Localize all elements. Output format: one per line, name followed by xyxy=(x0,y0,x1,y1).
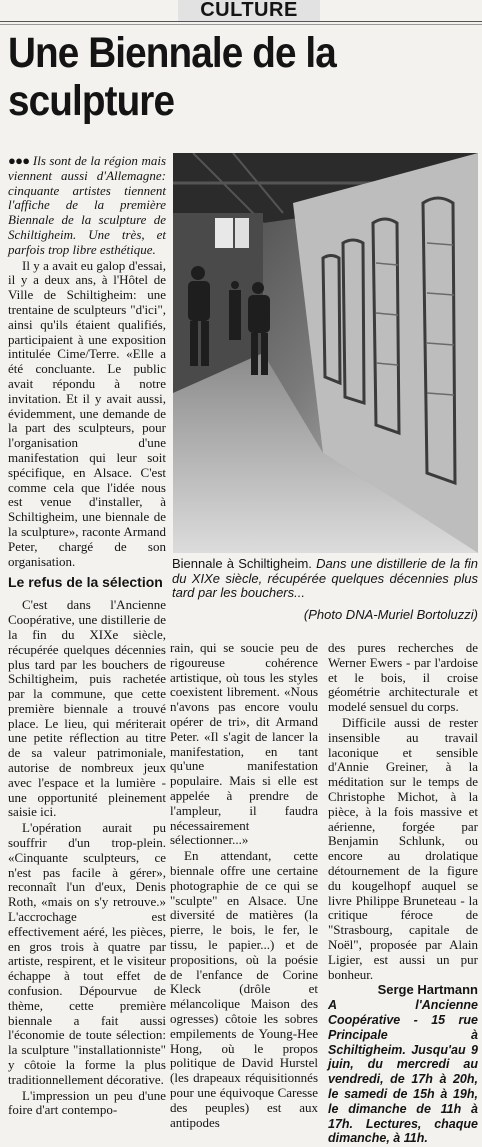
paragraph: des pures recherches de Werner Ewers - par l'ardoise et le bois, il croise géométrie architecturale et modelé sensuel du corps. xyxy=(328,640,478,715)
paragraph: L'impression un peu d'une foire d'art contempo- xyxy=(8,1087,166,1118)
column-1 xyxy=(8,154,166,1119)
article-photo xyxy=(173,153,478,553)
paragraph: C'est dans l'Ancienne Coopérative, une distillerie de la fin du XIXe siècle, récupérée quelques décennies plus tard par les bouchers de Schiltigheim, puis rachetée par la commune, que cette première biennale a trouvé place. Le lieu, qui mériterait une petite réflection au titre de sa valeur patrimoniale, autorise de nombreux jeux avec l'espace et la lumière - une opportunité pleinement saisie ici. xyxy=(8,597,166,820)
headline: Une Biennale de la sculpture xyxy=(8,29,336,125)
paragraph: rain, qui se soucie peu de rigoureuse cohérence artistique, où tous les styles coexistent librement. «Nous n'avons pas encore voulu opérer de tri», dit Armand Peter. «Il s'agit de lancer la manifestation, en tant qu'une manifestation populaire. Mais si elle est appelée à prendre de l'ampleur, il faudra nécessairement sélectionner...» xyxy=(170,640,318,848)
section-rubric: CULTURE xyxy=(178,0,320,22)
caption-lead: Biennale à Schiltigheim. xyxy=(172,556,312,571)
photo-credit: (Photo DNA-Muriel Bortoluzzi) xyxy=(303,607,478,622)
rubric-rule-thin xyxy=(0,24,482,25)
rubric-rule xyxy=(0,21,482,22)
distillery-photo-illustration xyxy=(173,153,478,553)
photo-caption xyxy=(172,557,478,601)
paragraph: L'opération aurait pu souffrir d'un trop-plein. «Cinquante sculpteurs, ce n'est pas facile à gérer», reconnaît l'un d'eux, Denis Roth, «mais on s'y retrouve.» L'accrochage est effectivement aéré, les pièces, en gros trois à quatre par artiste, respirent, et le visiteur échappe à tout effet de confusion. Dépourvue de thème, cette première biennale a fait aussi l'économie de toute sélection: la sculpture "installationniste" y côtoie la forme la plus traditionnellement décorative. xyxy=(8,820,166,1087)
author-signature: Serge Hartmann xyxy=(377,982,478,998)
event-info: A l'Ancienne Coopérative - 15 rue Principale à Schiltigheim. Jusqu'au 9 juin, du mercredi au vendredi, de 17h à 20h, le samedi de 15h à 19h, le dimanche de 11h à 17h. Lectures, chaque dimanche, à 11h. xyxy=(328,998,478,1146)
column-3 xyxy=(328,641,478,1147)
paragraph: En attendant, cette biennale offre une certaine photographie de ce qui se "sculpte" en Alsace. Une diversité de matières (la pierre, le bois, le fer, le tissu, le papier...) et de propositions, où la poésie de l'enfance de Corine Kleck (drôle et mélancolique Maison des ogresses) côtoie les sobres empilements de Young-Hee Hong, où le propos politique de David Hurstel (les drapeaux réquisitionnés pour une équivoque Caresse des peuples) est aux antipodes xyxy=(170,848,318,1130)
paragraph: Difficile aussi de rester insensible au travail laconique et sensible d'Annie Greiner, à la méditation sur le temps de Christophe Michot, à la pièce, à la fois massive et aérienne, forgée par Benjamin Schlunk, ou encore au drolatique détournement de la figure du kougelhopf auquel se livre Philippe Bruneteau - la critique féroce de "Strasbourg, capitale de Noël", proposée par Alain Ligier, est aussi un pur bonheur. xyxy=(328,714,478,982)
chapo-bullets: ●●● xyxy=(8,153,30,168)
chapo-text: Ils sont de la région mais viennent aussi d'Allemagne: cinquante artistes tiennent l'affiche de la première Biennale de la sculpture de Schiltigheim. Une très, et parfois trop libre esthétique. xyxy=(8,153,166,257)
caption-text: Dans une distillerie de la fin du XIXe siècle, récupérée quelques décennies plus tard par les bouchers... xyxy=(172,556,479,600)
subhead: Le refus de la sélection xyxy=(8,574,163,591)
paragraph: Il y a avait eu galop d'essai, il y a deux ans, à l'Hôtel de Ville de Schiltigheim: une trentaine de sculpteurs "d'ici", ainsi qu'ils étaient qualifiés, participaient à une exposition intitulée Cime/Terre. «Elle a été concluante. Le public avait répondu à notre invitation. Et il y avait aussi, évidemment, une demande de la part des sculpteurs, pour l'organisation d'une manifestation qui leur soit spécifique, en Alsace. C'est comme cela que l'idée nous est venue d'installer, à Schiltigheim, une biennale de la sculpture», raconte Armand Peter, chargé de son organisation. xyxy=(8,257,166,569)
chapo xyxy=(8,154,166,258)
